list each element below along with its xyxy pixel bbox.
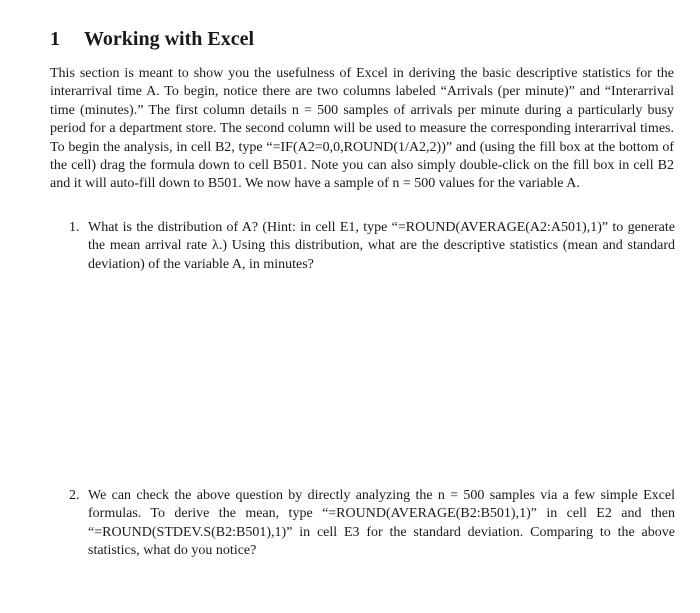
question-number: 2. (69, 488, 80, 503)
section-heading (50, 27, 254, 51)
section-title: Working with Excel (84, 28, 255, 50)
question-item (69, 487, 675, 561)
question-text: What is the distribution of A? (Hint: in cell E1, type “=ROUND(AVERAGE(A2:A501),1)” to generate the mean arrival rate λ.) Using this distribution, what are the descriptive statistics (mean and standard deviation) of the variable A, in minutes? (88, 220, 675, 272)
section-number: 1 (50, 28, 60, 50)
question-number: 1. (69, 220, 80, 235)
intro-paragraph: This section is meant to show you the usefulness of Excel in deriving the basic descriptive statistics for the interarrival time A. To begin, notice there are two columns labeled “Arrivals (per minute)” and “Interarrival time (minutes).” The first column details n = 500 samples of arrivals per minute during a particularly busy period for a department store. The second column will be used to measure the corresponding interarrival times. To begin the analysis, in cell B2, type “=IF(A2=0,0,ROUND(1/A2,2))” and (using the fill box at the bottom of the cell) drag the formula down to cell B501. Note you can also simply double-click on the fill box in cell B2 and it will auto-fill down to B501. We now have a sample of n = 500 values for the variable A. (50, 66, 674, 192)
question-text: We can check the above question by directly analyzing the n = 500 samples via a few simple Excel formulas. To derive the mean, type “=ROUND(AVERAGE(B2:B501),1)” in cell E2 and then “=ROUND(STDEV.S(B2:B501),1)” in cell E3 for the standard deviation. Comparing to the above statistics, what do you notice? (88, 488, 675, 559)
question-item (69, 219, 675, 274)
